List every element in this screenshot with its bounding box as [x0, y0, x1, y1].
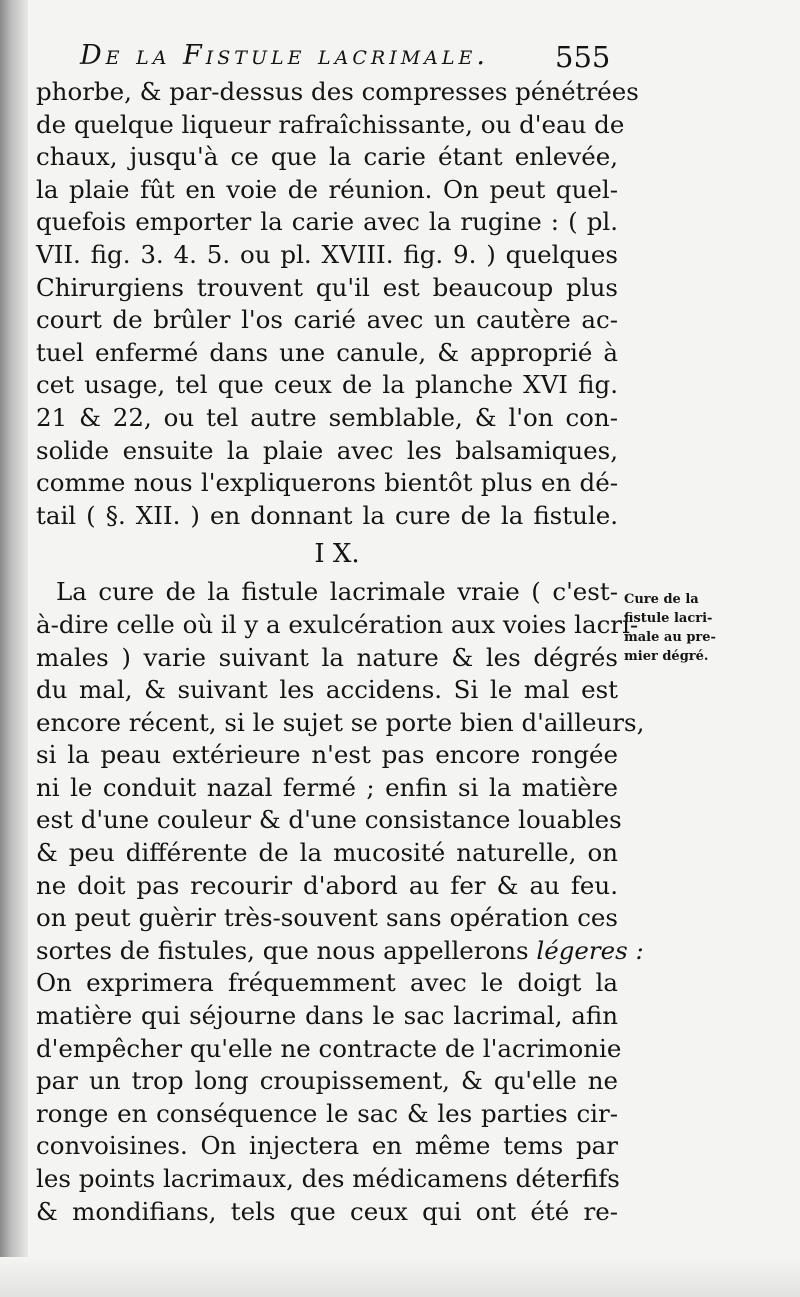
text-line: & mondifians, tels que ceux qui ont été re-: [36, 1196, 618, 1226]
text-line: ne doit pas recourir d'abord au fer & au feu.: [36, 870, 618, 900]
page-header: [0, 40, 800, 80]
text-line: court de brûler l'os carié avec un cautère ac-: [36, 305, 618, 335]
text-line: ronge en conséquence le sac & les parties cir-: [36, 1098, 618, 1128]
margin-note-line: male au pre-: [624, 630, 716, 645]
text-line: cet usage, tel que ceux de la planche XVI fig.: [36, 370, 618, 400]
text-line: tuel enfermé dans une canule, & approprié à: [36, 337, 618, 367]
margin-note-line: mier dégré.: [624, 649, 709, 664]
text-line: de quelque liqueur rafraîchissante, ou d'eau de: [36, 109, 625, 139]
text-line: on peut guèrir très-souvent sans opération ces: [36, 903, 618, 933]
margin-note-line: Cure de la: [624, 592, 699, 607]
text-line: comme nous l'expliquerons bientôt plus en dé-: [36, 468, 618, 498]
body-text: [36, 76, 645, 1228]
text-line: d'empêcher qu'elle ne contracte de l'acrimonie: [36, 1033, 622, 1063]
margin-note-line: fistule lacri-: [624, 611, 713, 626]
text-line: quefois emporter la carie avec la rugine : ( pl.: [36, 207, 618, 237]
text-line-with-italic: [36, 935, 644, 968]
text-line: On exprimera fréquemment avec le doigt la: [36, 968, 618, 998]
text-line: convoisines. On injectera en même tems par: [36, 1131, 618, 1161]
text-line: males ) varie suivant la nature & les dégrés: [36, 642, 618, 672]
text-line: VII. fig. 3. 4. 5. ou pl. XVIII. fig. 9. ) quelques: [36, 239, 618, 269]
text-line: Chirurgiens trouvent qu'il est beaucoup plus: [36, 272, 618, 302]
text-line: si la peau extérieure n'est pas encore rongée: [36, 740, 618, 770]
text-line: par un trop long croupissement, & qu'elle ne: [36, 1066, 618, 1096]
page-edge-shadow: [0, 0, 28, 1297]
text-line: à-dire celle où il y a exulcération aux voies lacri-: [36, 609, 639, 639]
text-line: est d'une couleur & d'une consistance louables: [36, 805, 622, 835]
text-line: solide ensuite la plaie avec les balsamiques,: [36, 435, 618, 465]
margin-note: [624, 590, 736, 666]
text-line: les points lacrimaux, des médicamens déterfifs: [36, 1164, 620, 1193]
text-line: tail ( §. XII. ) en donnant la cure de la fistule.: [36, 500, 618, 530]
text-line: La cure de la fistule lacrimale vraie ( c'est-: [56, 577, 618, 607]
text-line: encore récent, si le sujet se porte bien d'ailleurs,: [36, 707, 645, 737]
text-segment: sortes de fistules, que nous appellerons: [36, 935, 529, 965]
text-line: & peu différente de la mucosité naturelle, on: [36, 838, 618, 868]
text-line: 21 & 22, ou tel autre semblable, & l'on con-: [36, 402, 618, 432]
page-number: 555: [555, 40, 611, 74]
text-line: chaux, jusqu'à ce que la carie étant enlevée,: [36, 142, 618, 172]
page-bottom-shadow: [0, 1257, 800, 1297]
italic-word: légeres :: [536, 935, 644, 965]
text-line: phorbe, & par-dessus des compresses pénétrées: [36, 77, 639, 106]
text-line: la plaie fût en voie de réunion. On peut quel-: [36, 174, 618, 204]
section-heading: I X.: [314, 539, 360, 570]
text-line: ni le conduit nazal fermé ; enfin si la matière: [36, 772, 618, 802]
running-title: De la Fistule lacrimale.: [80, 40, 489, 71]
text-line: matière qui séjourne dans le sac lacrimal, afin: [36, 1001, 618, 1031]
text-line: du mal, & suivant les accidens. Si le mal est: [36, 675, 618, 705]
